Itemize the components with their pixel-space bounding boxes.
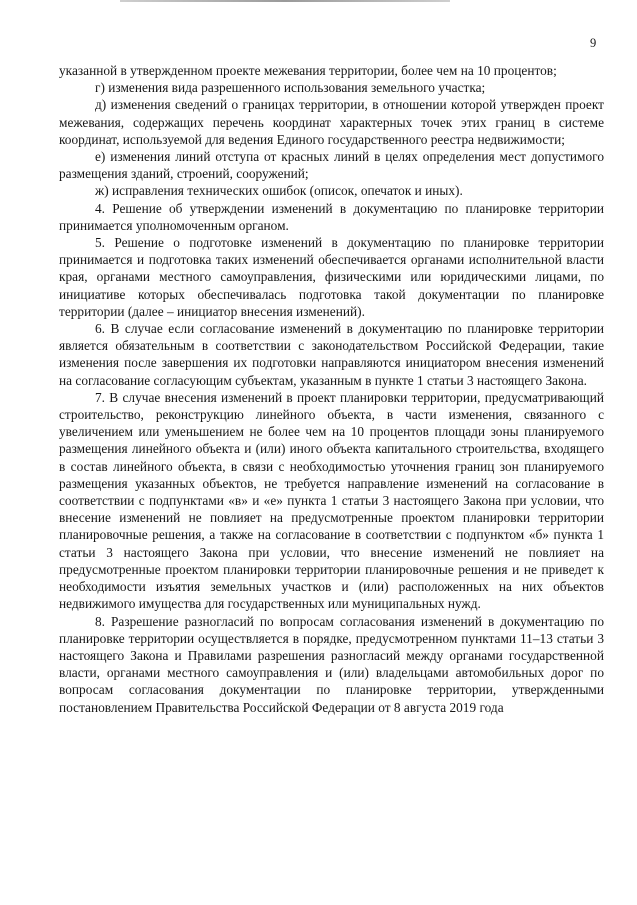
document-body <box>59 62 604 716</box>
paragraph: ж) исправления технических ошибок (описок, опечаток и иных). <box>95 183 463 199</box>
page-number: 9 <box>590 36 597 50</box>
paragraph: е) изменения линий отступа от красных линий в целях определения мест допустимого размещения зданий, строений, сооружений; <box>59 149 604 182</box>
paragraph: 8. Разрешение разногласий по вопросам согласования изменений в документацию по планировке территории осуществляется в порядке, предусмотренном пунктами 11–13 статьи 3 настоящего Закона и Правилами разрешения разногласий между органами государственной власти, органами местного самоуправления и (или) владельцами автомобильных дорог по вопросам согласования документации по планировке территории, утвержденными постановлением Правительства Российской Федерации от 8 августа 2019 года <box>59 613 604 715</box>
scan-top-edge <box>120 0 450 2</box>
paragraph: г) изменения вида разрешенного использования земельного участка; <box>95 80 486 96</box>
paragraph: 7. В случае внесения изменений в проект планировки территории, предусматривающий строительство, реконструкцию линейного объекта, в части изменения, связанного с увеличением или уменьшением не более чем на 10 процентов площади зоны планируемого размещения линейного объекта и (или) иного объекта капитального строительства, входящего в состав линейного объекта, в связи с необходимостью уточнения границ зон планируемого размещения указанных объектов, не требуется направление изменений на согласование в соответствии с подпунктами «в» и «е» пункта 1 статьи 3 настоящего Закона при условии, что внесение изменений не повлияет на предусмотренные проектом планировки территории планировочные решения, а также на согласование в соответствии с подпунктом «б» пункта 1 статьи 3 настоящего Закона при условии, что внесение изменений не повлияет на предусмотренные проектом планировки территории планировочные решения и не приведет к необходимости изъятия земельных участков и (или) расположенных на них объектов недвижимого имущества для государственных или муниципальных нужд. <box>59 389 604 612</box>
paragraph: 5. Решение о подготовке изменений в документацию по планировке территории принимается и подготовка таких изменений обеспечивается органами исполнительной власти края, органами местного самоуправления, физическими или юридическими лицами, по инициативе которых обеспечивалась подготовка такой документации по планировке территории (далее – инициатор внесения изменений). <box>59 235 604 319</box>
paragraph: д) изменения сведений о границах территории, в отношении которой утвержден проект межевания, содержащих перечень координат характерных точек этих границ в системе координат, используемой для ведения Единого государственного реестра недвижимости; <box>59 97 604 147</box>
paragraph: указанной в утвержденном проекте межевания территории, более чем на 10 процентов; <box>59 63 557 78</box>
paragraph: 4. Решение об утверждении изменений в документацию по планировке территории принимается уполномоченным органом. <box>59 200 604 233</box>
paragraph: 6. В случае если согласование изменений в документацию по планировке территории является обязательным в соответствии с законодательством Российской Федерации, такие изменения после завершения их подготовки направляются инициатором внесения изменений на согласование согласующим субъектам, указанным в пункте 1 статьи 3 настоящего Закона. <box>59 321 604 388</box>
